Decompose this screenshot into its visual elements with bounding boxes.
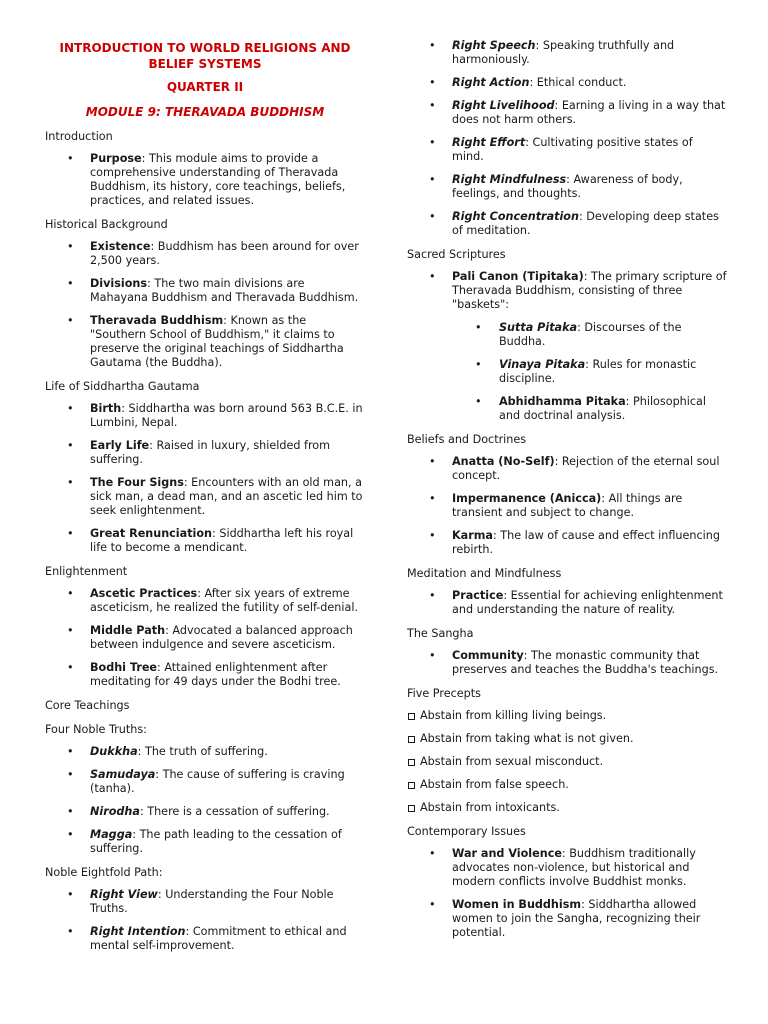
- sangha-list: [407, 649, 727, 677]
- list-item: [45, 745, 365, 759]
- item-term: Divisions: [90, 277, 148, 290]
- baskets-list: [407, 321, 727, 423]
- item-text: : Siddhartha allowed women to join the Sangha, recognizing their potential.: [452, 898, 701, 939]
- item-text: : Speaking truthfully and harmoniously.: [452, 39, 675, 66]
- list-item: [45, 925, 365, 953]
- eightfold-list-right: [407, 39, 727, 238]
- document-title: INTRODUCTION TO WORLD RELIGIONS AND BELIEF SYSTEMS: [59, 41, 351, 71]
- list-item: [45, 888, 365, 916]
- item-text: : Ethical conduct.: [529, 76, 627, 89]
- item-term: Sutta Pitaka: [499, 321, 578, 334]
- precepts-list: [407, 709, 727, 815]
- item-text: : Attained enlightenment after meditating for 49 days under the Bodhi tree.: [90, 661, 341, 688]
- item-text: : Awareness of body, feelings, and thoughts.: [452, 173, 683, 200]
- item-text: : The law of cause and effect influencing rebirth.: [452, 529, 720, 556]
- list-item: [45, 805, 365, 819]
- list-item: Abstain from taking what is not given.: [407, 732, 727, 746]
- item-text: : Siddhartha was born around 563 B.C.E. in Lumbini, Nepal.: [90, 402, 363, 429]
- item-term: War and Violence: [452, 847, 562, 860]
- scriptures-list: [407, 270, 727, 312]
- item-text: : Philosophical and doctrinal analysis.: [499, 395, 706, 422]
- item-text: : All things are transient and subject to change.: [452, 492, 683, 519]
- item-term: Right Effort: [452, 136, 526, 149]
- item-term: Existence: [90, 240, 151, 253]
- item-term: Vinaya Pitaka: [499, 358, 586, 371]
- list-item: [407, 847, 727, 889]
- item-term: Right Speech: [452, 39, 536, 52]
- item-text: : The monastic community that preserves and teaches the Buddha's teachings.: [452, 649, 719, 676]
- section-heading-history: Historical Background: [45, 218, 168, 231]
- list-item: Abstain from intoxicants.: [407, 801, 727, 815]
- introduction-list: [45, 152, 365, 208]
- item-term: Right Mindfulness: [452, 173, 567, 186]
- item-term: Purpose: [90, 152, 142, 165]
- item-term: Middle Path: [90, 624, 166, 637]
- item-term: Anatta (No-Self): [452, 455, 555, 468]
- item-text: : The path leading to the cessation of suffering.: [90, 828, 342, 855]
- list-item: [45, 476, 365, 518]
- item-term: Practice: [452, 589, 504, 602]
- list-item: [407, 270, 727, 312]
- item-term: Theravada Buddhism: [90, 314, 224, 327]
- list-item: [45, 527, 365, 555]
- item-text: : Known as the "Southern School of Buddhism," it claims to preserve the original teachings of Siddhartha Gautama (the Buddha).: [90, 314, 344, 369]
- item-text: : Earning a living in a way that does not harm others.: [452, 99, 726, 126]
- section-heading-precepts: Five Precepts: [407, 687, 481, 700]
- history-list: [45, 240, 365, 370]
- item-text: : The truth of suffering.: [137, 745, 268, 758]
- item-text: : There is a cessation of suffering.: [139, 805, 330, 818]
- list-item: [45, 439, 365, 467]
- list-item: Abstain from false speech.: [407, 778, 727, 792]
- list-item: [407, 321, 727, 349]
- item-term: Right Intention: [90, 925, 186, 938]
- item-term: Abhidhamma Pitaka: [499, 395, 626, 408]
- item-text: : Commitment to ethical and mental self-improvement.: [90, 925, 347, 952]
- item-text: : Advocated a balanced approach between indulgence and severe asceticism.: [90, 624, 353, 651]
- item-term: Right Concentration: [452, 210, 579, 223]
- list-item: [45, 661, 365, 689]
- list-item: [407, 99, 727, 127]
- item-text: : After six years of extreme asceticism, he realized the futility of self-denial.: [90, 587, 359, 614]
- item-term: Women in Buddhism: [452, 898, 582, 911]
- list-item: [407, 136, 727, 164]
- item-term: Impermanence (Anicca): [452, 492, 602, 505]
- item-text: : Essential for achieving enlightenment and understanding the nature of reality.: [452, 589, 723, 616]
- item-text: : Developing deep states of meditation.: [452, 210, 719, 237]
- item-term: Bodhi Tree: [90, 661, 158, 674]
- section-heading-four-noble-truths: Four Noble Truths:: [45, 723, 147, 736]
- section-heading-life: Life of Siddhartha Gautama: [45, 380, 200, 393]
- right-column: [407, 0, 727, 949]
- list-item: [407, 898, 727, 940]
- item-text: : The primary scripture of Theravada Buddhism, consisting of three "baskets":: [452, 270, 727, 311]
- list-item: [407, 39, 727, 67]
- item-text: : Siddhartha left his royal life to become a mendicant.: [90, 527, 354, 554]
- item-text: : This module aims to provide a comprehensive understanding of Theravada Buddhism, its history, core teachings, beliefs, practices, and related issues.: [90, 152, 346, 207]
- list-item: [45, 277, 365, 305]
- issues-list: [407, 847, 727, 940]
- eightfold-list-left: [45, 888, 365, 953]
- section-heading-sangha: The Sangha: [407, 627, 474, 640]
- section-heading-scriptures: Sacred Scriptures: [407, 248, 506, 261]
- list-item: [45, 314, 365, 370]
- item-term: Magga: [90, 828, 133, 841]
- item-text: : Rejection of the eternal soul concept.: [452, 455, 720, 482]
- meditation-list: [407, 589, 727, 617]
- item-term: Right Action: [452, 76, 530, 89]
- item-term: Right View: [90, 888, 158, 901]
- item-term: The Four Signs: [90, 476, 184, 489]
- item-term: Birth: [90, 402, 122, 415]
- item-text: : Raised in luxury, shielded from suffering.: [90, 439, 331, 466]
- item-text: : Cultivating positive states of mind.: [452, 136, 693, 163]
- item-text: : Understanding the Four Noble Truths.: [90, 888, 334, 915]
- list-item: [407, 529, 727, 557]
- item-term: Dukkha: [90, 745, 138, 758]
- section-heading-core-teachings: Core Teachings: [45, 699, 130, 712]
- item-text: : Buddhism traditionally advocates non-violence, but historical and modern conflicts involve Buddhist monks.: [452, 847, 696, 888]
- list-item: [45, 828, 365, 856]
- item-term: Samudaya: [90, 768, 156, 781]
- list-item: [45, 240, 365, 268]
- item-text: : Rules for monastic discipline.: [499, 358, 697, 385]
- item-text: : The cause of suffering is craving (tanha).: [90, 768, 345, 795]
- item-term: Karma: [452, 529, 493, 542]
- section-heading-eightfold-path: Noble Eightfold Path:: [45, 866, 163, 879]
- list-item: Abstain from sexual misconduct.: [407, 755, 727, 769]
- list-item: [45, 768, 365, 796]
- list-item: [45, 402, 365, 430]
- beliefs-list: [407, 455, 727, 557]
- section-heading-beliefs: Beliefs and Doctrines: [407, 433, 527, 446]
- list-item: [407, 492, 727, 520]
- item-text: : The two main divisions are Mahayana Buddhism and Theravada Buddhism.: [90, 277, 359, 304]
- list-item: [407, 649, 727, 677]
- item-term: Nirodha: [90, 805, 140, 818]
- item-term: Early Life: [90, 439, 150, 452]
- list-item: [407, 76, 727, 90]
- item-term: Pali Canon (Tipitaka): [452, 270, 584, 283]
- life-list: [45, 402, 365, 555]
- list-item: [407, 589, 727, 617]
- item-text: : Discourses of the Buddha.: [499, 321, 682, 348]
- item-text: : Buddhism has been around for over 2,500 years.: [90, 240, 359, 267]
- item-term: Ascetic Practices: [90, 587, 198, 600]
- list-item: [407, 173, 727, 201]
- list-item: Abstain from killing living beings.: [407, 709, 727, 723]
- truths-list: [45, 745, 365, 856]
- section-heading-meditation: Meditation and Mindfulness: [407, 567, 562, 580]
- enlightenment-list: [45, 587, 365, 689]
- list-item: [407, 455, 727, 483]
- section-heading-introduction: Introduction: [45, 130, 113, 143]
- list-item: [407, 358, 727, 386]
- section-heading-issues: Contemporary Issues: [407, 825, 526, 838]
- list-item: [45, 624, 365, 652]
- list-item: [407, 210, 727, 238]
- list-item: [45, 587, 365, 615]
- list-item: [45, 152, 365, 208]
- section-heading-enlightenment: Enlightenment: [45, 565, 128, 578]
- left-column: [45, 0, 365, 962]
- quarter-label: QUARTER II: [166, 80, 244, 94]
- list-item: [407, 395, 727, 423]
- item-term: Community: [452, 649, 524, 662]
- module-title: MODULE 9: THERAVADA BUDDHISM: [85, 105, 325, 119]
- item-text: : Encounters with an old man, a sick man, a dead man, and an ascetic led him to seek enlightenment.: [90, 476, 363, 517]
- item-term: Right Livelihood: [452, 99, 555, 112]
- item-term: Great Renunciation: [90, 527, 213, 540]
